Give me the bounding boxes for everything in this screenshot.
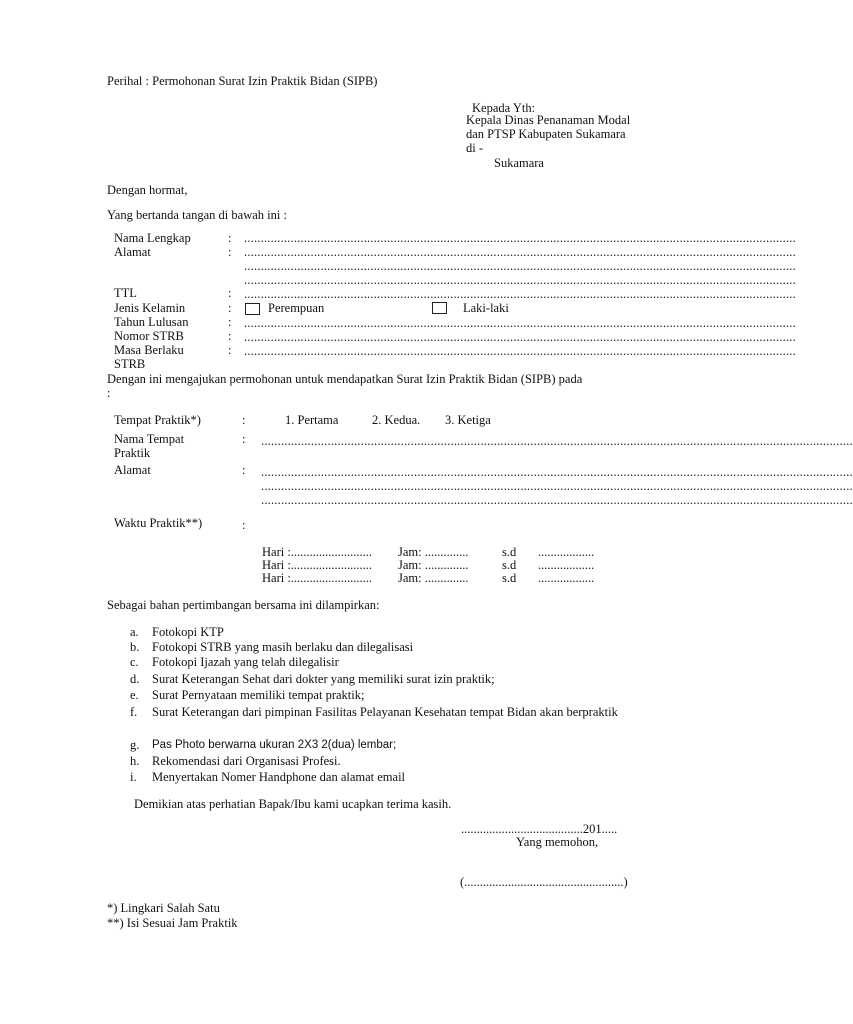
list-item-letter: h. [130, 754, 140, 768]
list-item-letter: c. [130, 655, 139, 669]
list-item: Surat Keterangan Sehat dari dokter yang memiliki surat izin praktik; [152, 672, 495, 686]
label-nama-tempat: Nama Tempat [114, 432, 185, 446]
attachments-intro: Sebagai bahan pertimbangan bersama ini dilampirkan: [107, 598, 380, 612]
closing-text: Demikian atas perhatian Bapak/Ibu kami ucapkan terima kasih. [134, 797, 452, 811]
schedule-sd-label: s.d [502, 571, 517, 585]
signer-label: Yang memohon, [516, 835, 599, 849]
field-masa-berlaku[interactable]: ...................................................................................................................................................................... [244, 344, 796, 358]
field-nomor-strb[interactable]: ...................................................................................................................................................................... [244, 330, 796, 344]
colon: : [228, 329, 232, 343]
schedule-sd-label: s.d [502, 545, 517, 559]
colon: : [228, 231, 232, 245]
schedule-hari-field[interactable]: Hari :.......................... [262, 571, 373, 585]
list-item-letter: b. [130, 640, 140, 654]
schedule-hari-field[interactable]: Hari :.......................... [262, 545, 373, 559]
recipient-location-prefix: di - [466, 141, 484, 155]
colon: : [228, 315, 232, 329]
schedule-jam-field[interactable]: Jam: .............. [398, 571, 469, 585]
recipient-office: Kepala Dinas Penanaman Modal [466, 113, 631, 127]
list-item-letter: g. [130, 738, 140, 752]
option-pertama[interactable]: 1. Pertama [285, 413, 339, 427]
list-item: Pas Photo berwarna ukuran 2X3 2(dua) lembar; [152, 739, 397, 751]
option-kedua[interactable]: 2. Kedua. [372, 413, 421, 427]
colon: : [228, 301, 232, 315]
field-nama-lengkap[interactable]: ...................................................................................................................................................................... [244, 231, 796, 245]
label-nama-tempat-praktik: Praktik [114, 446, 151, 460]
colon: : [242, 518, 246, 532]
label-ttl: TTL [114, 286, 137, 300]
recipient-greeting: Kepada Yth: [472, 101, 536, 115]
checkbox-laki-laki[interactable] [432, 302, 447, 314]
label-waktu-praktik: Waktu Praktik**) [114, 516, 203, 530]
field-nama-tempat[interactable]: .................................................................................................................................................................................. [261, 434, 853, 448]
checkbox-perempuan[interactable] [245, 303, 260, 315]
schedule-end-field[interactable]: .................. [538, 571, 595, 585]
list-item-letter: a. [130, 625, 139, 639]
label-tahun-lulusan: Tahun Lulusan [114, 315, 189, 329]
schedule-jam-field[interactable]: Jam: .............. [398, 545, 469, 559]
field-tahun-lulusan[interactable]: ...................................................................................................................................................................... [244, 316, 796, 330]
schedule-hari-field[interactable]: Hari :.......................... [262, 558, 373, 572]
list-item-letter: d. [130, 672, 140, 686]
schedule-end-field[interactable]: .................. [538, 545, 595, 559]
list-item-letter: f. [130, 705, 138, 719]
salutation: Dengan hormat, [107, 183, 188, 197]
colon: : [242, 432, 246, 446]
colon: : [242, 463, 246, 477]
label-masa-berlaku-strb: STRB [114, 357, 146, 371]
list-item: Rekomendasi dari Organisasi Profesi. [152, 754, 341, 768]
option-perempuan: Perempuan [268, 301, 325, 315]
subject-line: Perihal : Permohonan Surat Izin Praktik Bidan (SIPB) [107, 74, 378, 88]
list-item: Fotokopi KTP [152, 625, 224, 639]
schedule-jam-field[interactable]: Jam: .............. [398, 558, 469, 572]
field-alamat-praktik-line-1[interactable]: .................................................................................................................................................................................. [261, 465, 853, 479]
field-alamat-line-3[interactable]: ...................................................................................................................................................................... [244, 273, 796, 287]
recipient-office-2: dan PTSP Kabupaten Sukamara [466, 127, 626, 141]
footnote-lingkari: *) Lingkari Salah Satu [107, 901, 220, 915]
list-item-letter: e. [130, 688, 139, 702]
list-item: Menyertakan Nomer Handphone dan alamat email [152, 770, 406, 784]
schedule-sd-label: s.d [502, 558, 517, 572]
field-ttl[interactable]: ...................................................................................................................................................................... [244, 287, 796, 301]
option-ketiga[interactable]: 3. Ketiga [445, 413, 491, 427]
colon: : [242, 413, 246, 427]
request-text-colon: : [107, 386, 111, 400]
colon: : [228, 245, 232, 259]
option-laki-laki: Laki-laki [463, 301, 509, 315]
date-field[interactable]: .......................................201..... [461, 822, 618, 836]
field-alamat-line-1[interactable]: ...................................................................................................................................................................... [244, 245, 796, 259]
field-alamat-praktik-line-2[interactable]: .................................................................................................................................................................................. [261, 479, 853, 493]
label-masa-berlaku: Masa Berlaku [114, 343, 184, 357]
colon: : [228, 343, 232, 357]
list-item: Surat Pernyataan memiliki tempat praktik; [152, 688, 365, 702]
footnote-jam-praktik: **) Isi Sesuai Jam Praktik [107, 916, 238, 930]
schedule-end-field[interactable]: .................. [538, 558, 595, 572]
list-item-letter: i. [130, 770, 137, 784]
label-alamat-praktik: Alamat [114, 463, 151, 477]
request-text: Dengan ini mengajukan permohonan untuk mendapatkan Surat Izin Praktik Bidan (SIPB) pada [107, 372, 583, 386]
label-tempat-praktik: Tempat Praktik*) [114, 413, 201, 427]
field-alamat-line-2[interactable]: ...................................................................................................................................................................... [244, 259, 796, 273]
field-alamat-praktik-line-3[interactable]: .................................................................................................................................................................................. [261, 493, 853, 507]
intro-text: Yang bertanda tangan di bawah ini : [107, 208, 287, 222]
list-item: Fotokopi Ijazah yang telah dilegalisir [152, 655, 339, 669]
list-item: Surat Keterangan dari pimpinan Fasilitas Pelayanan Kesehatan tempat Bidan akan berpraktik [152, 705, 618, 719]
signature-field[interactable]: (...................................................) [460, 875, 628, 889]
label-jenis-kelamin: Jenis Kelamin [114, 301, 186, 315]
label-alamat: Alamat [114, 245, 151, 259]
label-nomor-strb: Nomor STRB [114, 329, 184, 343]
recipient-city: Sukamara [494, 156, 544, 170]
colon: : [228, 286, 232, 300]
list-item: Fotokopi STRB yang masih berlaku dan dilegalisasi [152, 640, 414, 654]
label-nama-lengkap: Nama Lengkap [114, 231, 191, 245]
